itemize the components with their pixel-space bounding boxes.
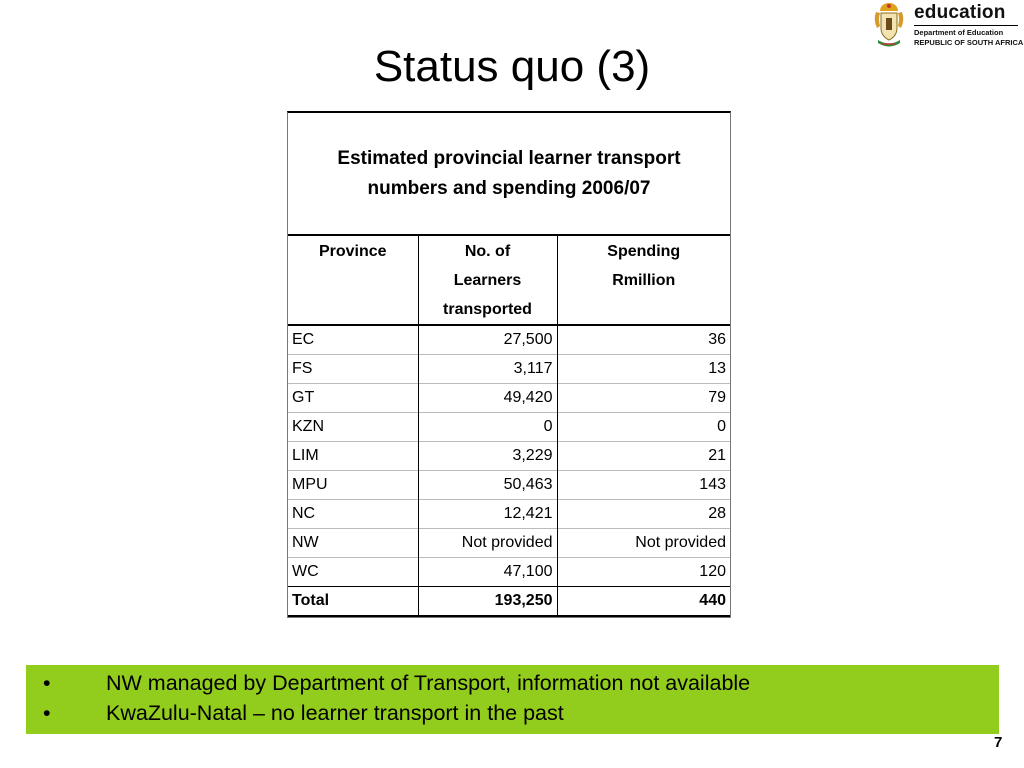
table-total-row	[288, 587, 730, 617]
cell-province: KZN	[288, 413, 418, 442]
cell-spending: Not provided	[557, 529, 730, 558]
south-africa-coat-of-arms-icon	[870, 0, 908, 50]
page-number: 7	[994, 734, 1003, 751]
bullet-marker: •	[43, 701, 51, 725]
logo-country-line: REPUBLIC OF SOUTH AFRICA	[914, 38, 1024, 47]
table-row	[288, 384, 730, 413]
cell-learners: 50,463	[418, 471, 557, 500]
table-caption	[288, 113, 730, 236]
cell-spending: 79	[557, 384, 730, 413]
header-learners-line-3: transported	[443, 301, 532, 318]
slide-title: Status quo (3)	[373, 42, 651, 91]
table-row	[288, 500, 730, 529]
table-row	[288, 529, 730, 558]
caption-line-2: numbers and spending 2006/07	[367, 177, 651, 199]
note-text: NW managed by Department of Transport, information not available	[106, 671, 751, 695]
table-row	[288, 355, 730, 384]
header-learners-line-2: Learners	[453, 272, 522, 289]
table-row	[288, 413, 730, 442]
data-table	[288, 236, 730, 617]
table-row	[288, 442, 730, 471]
cell-province: LIM	[288, 442, 418, 471]
cell-spending: 143	[557, 471, 730, 500]
note-text: KwaZulu-Natal – no learner transport in the past	[106, 701, 564, 725]
total-label: Total	[288, 587, 418, 617]
cell-spending: 36	[557, 325, 730, 355]
cell-province: EC	[288, 325, 418, 355]
logo-divider	[914, 25, 1018, 26]
table-row	[288, 325, 730, 355]
cell-province: NC	[288, 500, 418, 529]
department-logo	[870, 0, 1024, 50]
header-spending-line-1: Spending	[607, 243, 681, 260]
cell-learners: 47,100	[418, 558, 557, 587]
cell-learners: 49,420	[418, 384, 557, 413]
logo-department-line: Department of Education	[914, 28, 1004, 37]
cell-spending: 120	[557, 558, 730, 587]
cell-province: WC	[288, 558, 418, 587]
logo-wordmark: education	[914, 2, 1006, 23]
learner-transport-table	[287, 111, 731, 618]
cell-spending: 0	[557, 413, 730, 442]
cell-learners: 3,229	[418, 442, 557, 471]
cell-learners: 3,117	[418, 355, 557, 384]
cell-learners: 27,500	[418, 325, 557, 355]
table-row	[288, 558, 730, 587]
header-province-label: Province	[318, 243, 387, 260]
cell-learners: 0	[418, 413, 557, 442]
cell-province: FS	[288, 355, 418, 384]
total-spending: 440	[557, 587, 730, 617]
table-header-row	[288, 236, 730, 325]
notes-box	[26, 665, 999, 734]
table-row	[288, 471, 730, 500]
cell-learners: 12,421	[418, 500, 557, 529]
header-spending-line-2: Rmillion	[612, 272, 676, 289]
caption-line-1: Estimated provincial learner transport	[337, 147, 681, 169]
cell-spending: 28	[557, 500, 730, 529]
cell-province: NW	[288, 529, 418, 558]
cell-province: GT	[288, 384, 418, 413]
bullet-marker: •	[43, 671, 51, 695]
cell-spending: 13	[557, 355, 730, 384]
cell-learners: Not provided	[418, 529, 557, 558]
header-province	[288, 236, 418, 325]
cell-spending: 21	[557, 442, 730, 471]
header-learners	[418, 236, 557, 325]
cell-province: MPU	[288, 471, 418, 500]
header-learners-line-1: No. of	[464, 243, 511, 260]
header-spending	[557, 236, 730, 325]
total-learners: 193,250	[418, 587, 557, 617]
